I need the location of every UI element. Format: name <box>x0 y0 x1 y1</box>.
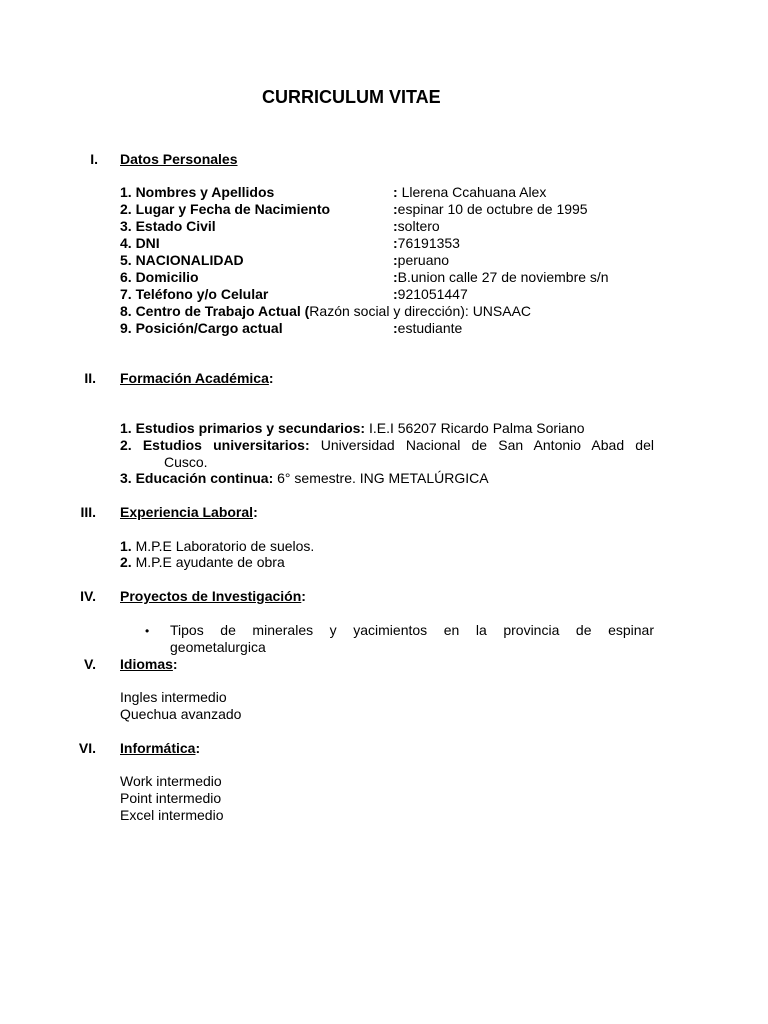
field-value: espinar 10 de octubre de 1995 <box>397 201 588 217</box>
academic-item-university-continuation: Cusco. <box>164 454 208 470</box>
section-title-colon: : <box>301 588 306 604</box>
computing-item: Point intermedio <box>120 790 222 806</box>
item-value: 6° semestre. ING METALÚRGICA <box>273 470 489 486</box>
item-value: M.P.E ayudante de obra <box>131 554 285 570</box>
section-title-colon: : <box>195 740 201 756</box>
personal-row-nationality <box>120 252 449 269</box>
field-value: B.union calle 27 de noviembre s/n <box>397 269 609 285</box>
section-title-colon: : <box>172 656 178 672</box>
section-title-text: Formación Académica <box>120 370 269 386</box>
personal-row-dni <box>120 235 460 252</box>
section-title-text: Proyectos de Investigación <box>120 588 302 604</box>
section-title-computing <box>120 740 200 757</box>
field-label: 9. Posición/Cargo actual <box>120 320 283 336</box>
field-label: 5. NACIONALIDAD <box>120 252 244 268</box>
computing-item: Work intermedio <box>120 773 222 789</box>
personal-row-birth <box>120 201 588 218</box>
field-label: 8. Centro de Trabajo Actual ( <box>120 303 310 319</box>
section-title-experience <box>120 504 258 521</box>
field-separator: : <box>393 320 398 336</box>
section-title-colon: : <box>253 504 258 520</box>
field-separator: : <box>393 218 398 234</box>
item-value: I.E.I 56207 Ricardo Palma Soriano <box>365 420 585 436</box>
field-label: 6. Domicilio <box>120 269 199 285</box>
bullet-icon: • <box>145 624 150 638</box>
item-label: 1. Estudios primarios y secundarios: <box>120 420 366 436</box>
field-separator: : <box>393 235 398 251</box>
document-title: CURRICULUM VITAE <box>262 87 441 107</box>
field-separator: : <box>393 286 398 302</box>
language-item: Ingles intermedio <box>120 689 227 705</box>
field-value: Razón social y dirección): UNSAAC <box>309 303 532 319</box>
section-title-academic <box>120 370 274 387</box>
item-number: 2. <box>120 554 132 570</box>
field-value: Llerena Ccahuana Alex <box>401 184 547 200</box>
section-number-academic: II. <box>84 370 96 386</box>
personal-row-workplace <box>120 303 531 320</box>
section-title-text: Informática <box>120 740 196 756</box>
language-item: Quechua avanzado <box>120 706 242 722</box>
field-separator: : <box>393 201 398 217</box>
field-value: 921051447 <box>397 286 468 302</box>
section-number-personal: I. <box>90 151 98 167</box>
field-label: 1. Nombres y Apellidos <box>120 184 275 200</box>
personal-row-position <box>120 320 462 337</box>
computing-item: Excel intermedio <box>120 807 224 823</box>
section-title-personal: Datos Personales <box>120 151 238 167</box>
personal-row-address <box>120 269 609 286</box>
experience-item-2 <box>120 554 285 571</box>
field-label: 3. Estado Civil <box>120 218 216 234</box>
section-title-text: Experiencia Laboral <box>120 504 254 520</box>
personal-row-names <box>120 184 546 201</box>
item-value: M.P.E Laboratorio de suelos. <box>131 538 315 554</box>
field-separator: : <box>393 252 398 268</box>
section-title-research <box>120 588 306 605</box>
field-value: peruano <box>397 252 450 268</box>
academic-item-university <box>120 437 654 454</box>
field-label: 4. DNI <box>120 235 160 251</box>
field-separator: : <box>393 269 398 285</box>
section-title-languages <box>120 656 178 673</box>
item-label: 3. Educación continua: <box>120 470 274 486</box>
section-title-text: Idiomas <box>120 656 173 672</box>
section-number-research: IV. <box>80 588 96 604</box>
section-number-languages: V. <box>84 656 96 672</box>
field-separator: : <box>393 184 402 200</box>
item-number: 1. <box>120 538 132 554</box>
academic-item-continuing <box>120 470 489 487</box>
field-value: estudiante <box>397 320 463 336</box>
research-item-line-1: Tipos de minerales y yacimientos en la provincia de espinar <box>170 622 654 638</box>
academic-item-schools <box>120 420 585 437</box>
section-number-computing: VI. <box>78 740 96 756</box>
personal-row-phone <box>120 286 468 303</box>
field-value: soltero <box>397 218 440 234</box>
item-label: 2. Estudios universitarios: <box>120 437 310 453</box>
section-title-colon: : <box>268 370 274 386</box>
field-value: 76191353 <box>397 235 460 251</box>
research-item-line-2: geometalurgica <box>170 639 266 655</box>
field-label: 2. Lugar y Fecha de Nacimiento <box>120 201 331 217</box>
field-label: 7. Teléfono y/o Celular <box>120 286 269 302</box>
experience-item-1 <box>120 538 314 555</box>
item-value: Universidad Nacional de San Antonio Abad del <box>309 437 654 453</box>
section-number-experience: III. <box>80 504 96 520</box>
personal-row-civil-status <box>120 218 440 235</box>
